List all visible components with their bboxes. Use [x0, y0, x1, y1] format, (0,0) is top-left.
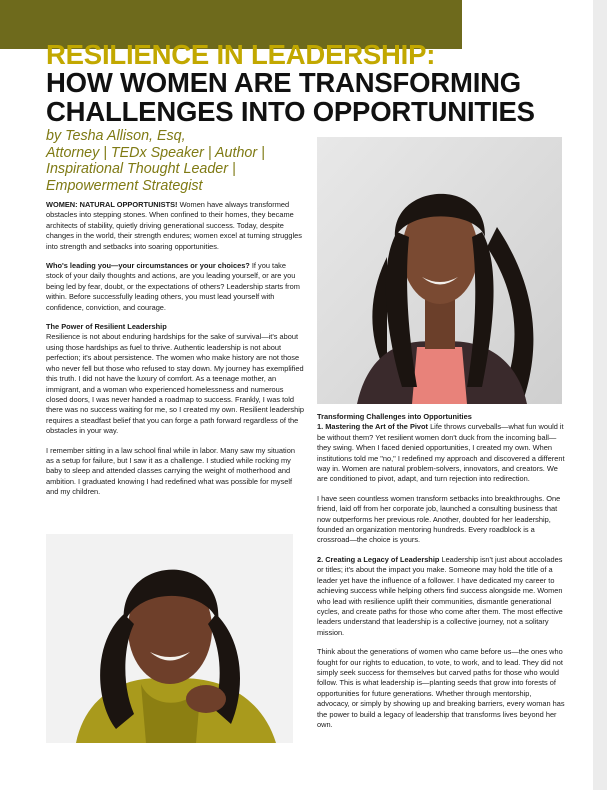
headline-line-1: RESILIENCE IN LEADERSHIP:: [46, 39, 436, 70]
portrait-illustration: [46, 534, 293, 743]
intro-lead: WOMEN: NATURAL OPPORTUNISTS!: [46, 200, 178, 209]
power-text: Resilience is not about enduring hardships for the sake of survival—it's about using those hardships as fuel to thrive. Authentic leadership is not about perfection; it's about persistence. The women who make history are not those who never fell but those who refused to stay down. My journey has exemplified this truth. I did not have the luxury of comfort. As a teenage mother, an immigrant, and a woman who experienced homelessness and numerous closed doors, I was never handed a roadmap to success. Frankly, I was told there was no success waiting for me, so I created my own. Resilient leadership requires a steadfast belief that you can forge a path forward regardless of the obstacles in your way.: [46, 332, 304, 436]
left-column: [46, 200, 304, 507]
generations-paragraph: Think about the generations of women who came before us—the ones who fought for our rights to education, to vote, to work, and to lead. They did not simply seek success for themselves but carved paths for those who would follow. This is what leadership is—planting seeds that grow into forests of opportunities for future generations. Whether through mentorship, advocacy, or simply by showing up and breaking barriers, every woman has the power to build a legacy of leadership that transforms lives beyond her own.: [317, 647, 565, 729]
question-text: If you take stock of your daily thoughts and actions, are you leading yourself, or are you being led by fear, doubt, or the expectations of others? Leadership starts from within. Before successfully leading others, you must lead yourself with confidence, conviction, and courage.: [46, 261, 300, 312]
pivot-lead: 1. Mastering the Art of the Pivot: [317, 422, 429, 432]
page-edge-shadow: [593, 0, 607, 790]
power-heading: The Power of Resilient Leadership: [46, 322, 167, 332]
legacy-text: Leadership isn't just about accolades or titles; it's about the impact you make. Someone may hold the title of a leader yet have the influence of a follower. I have dedicated my career to achieving success while helping others find success alongside me. Women who lead with resilience uplift their communities, dismantle generational cycles, and create paths for those who come after them. The most effective leaders understand that leadership is a collective journey, not a solitary mission.: [317, 554, 563, 637]
pivot-text: Life throws curveballs—what fun would it be without them? Yet resilient women don't duck from the incoming ball—they swing. When I faced denied opportunities, I created my own. When institutions told me "no," I redefined my approach and discovered a different way in. Women are natural problem-solvers, innovators, and creators. We are conditioned to pivot, adapt, and turn rejection into redirection.: [317, 422, 565, 484]
portrait-illustration: [317, 137, 562, 404]
question-paragraph: [46, 261, 304, 313]
author-byline: [46, 128, 306, 194]
headline-line-2: HOW WOMEN ARE TRANSFORMING: [46, 67, 521, 98]
power-paragraph: [46, 322, 304, 436]
pivot-paragraph: [317, 412, 565, 485]
law-school-paragraph: I remember sitting in a law school final while in labor. Many saw my situation as a setup for failure, but I saw it as a challenge. I studied while rocking my baby to sleep and attended classes carrying the weight of motherhood and ambition. I graduated knowing I had redefined what was possible for myself and my children.: [46, 445, 295, 497]
legacy-paragraph: [317, 555, 565, 638]
right-column: [317, 412, 565, 739]
byline-line: Empowerment Strategist: [46, 177, 203, 194]
intro-text: Women have always transformed obstacles into stepping stones. When confined to their homes, they became architects of stability, quietly driving generational success. Today, despite changes in the world, their strength endures; women excel at turning struggles into strength and setbacks into soaring opportunities.: [46, 200, 302, 251]
byline-line: Attorney | TEDx Speaker | Author |: [46, 144, 265, 161]
headline: [46, 68, 586, 126]
intro-paragraph: [46, 200, 304, 252]
byline-line: by Tesha Allison, Esq,: [46, 128, 186, 144]
byline-line: Inspirational Thought Leader |: [46, 161, 236, 177]
question-lead: Who's leading you—your circumstances or your choices?: [46, 261, 250, 271]
legacy-lead: 2. Creating a Legacy of Leadership: [317, 554, 440, 564]
transform-heading: Transforming Challenges into Opportunities: [317, 412, 472, 421]
author-portrait-top: [317, 137, 562, 404]
author-portrait-bottom: [46, 534, 293, 743]
headline-line-3: CHALLENGES INTO OPPORTUNITIES: [46, 96, 535, 127]
setbacks-paragraph: I have seen countless women transform setbacks into breakthroughs. One friend, laid off from her corporate job, launched a consulting business that now outperforms her previous role. Another, doubted for her leadership, founded an organization mentoring hundreds. Every roadblock is a crossroad—the choice is yours.: [317, 493, 561, 545]
